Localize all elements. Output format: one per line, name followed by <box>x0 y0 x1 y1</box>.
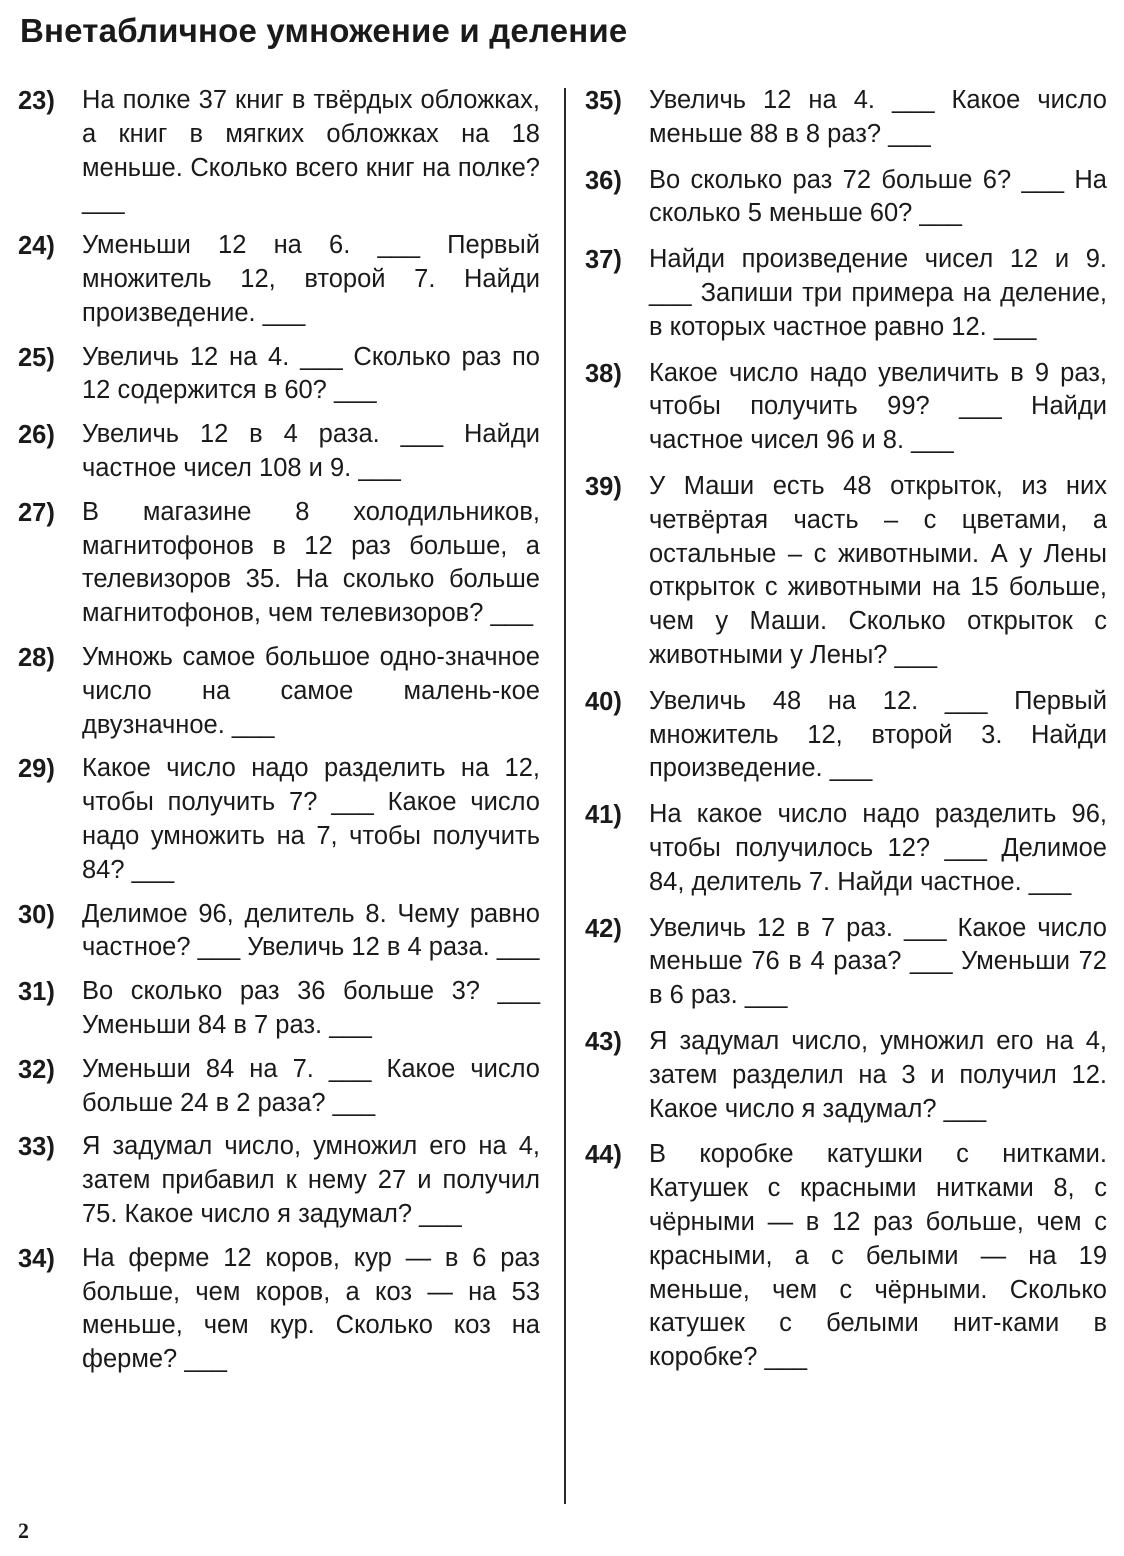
task-text: Какое число надо увеличить в 9 раз, чтобы получить 99? ___ Найди частное чисел 96 и 8. ___ <box>649 358 1107 455</box>
task-number: 30) <box>18 900 55 929</box>
task-text: Во сколько раз 36 больше 3? ___ Уменьши 84 в 7 раз. ___ <box>82 977 540 1039</box>
task-text: Я задумал число, умножил его на 4, затем разделил на 3 и получил 12. Какое число я задумал? ___ <box>649 1026 1107 1123</box>
task-number: 24) <box>18 232 55 261</box>
task-number: 32) <box>18 1055 55 1084</box>
task-28 <box>18 641 540 742</box>
task-text: На ферме 12 коров, кур — в 6 раз больше, чем коров, а коз — на 53 меньше, чем кур. Сколько коз на ферме? ___ <box>82 1243 540 1374</box>
task-41 <box>585 798 1107 899</box>
task-43 <box>585 1025 1107 1126</box>
task-number: 23) <box>18 87 55 115</box>
task-number: 36) <box>585 166 622 195</box>
page-title: Внетабличное умножение и деление <box>20 12 628 49</box>
task-text: Увеличь 12 в 7 раз. ___ Какое число меньше 76 в 4 раза? ___ Уменьши 72 в 6 раз. ___ <box>649 913 1107 1010</box>
task-31 <box>18 975 540 1043</box>
task-36 <box>585 164 1107 232</box>
task-33 <box>18 1130 540 1231</box>
task-number: 28) <box>18 643 55 672</box>
task-text: Увеличь 12 на 4. ___ Какое число меньше 88 в 8 раз? ___ <box>649 86 1107 148</box>
task-number: 41) <box>585 801 622 830</box>
task-text: У Маши есть 48 открыток, из них четвёртая часть – с цветами, а остальные – с животными. А у Лены открыток с животными на 15 больше, чем у Маши. Сколько открыток с животными у Лены? ___ <box>649 471 1107 669</box>
task-text: Какое число надо разделить на 12, чтобы получить 7? ___ Какое число надо умножить на 7, чтобы получить 84? ___ <box>82 754 540 884</box>
task-40 <box>585 685 1107 786</box>
task-number: 44) <box>585 1141 622 1170</box>
task-number: 26) <box>18 421 55 450</box>
task-text: Делимое 96, делитель 8. Чему равно частное? ___ Увеличь 12 в 4 раза. ___ <box>82 899 540 962</box>
task-text: На какое число надо разделить 96, чтобы получилось 12? ___ Делимое 84, делитель 7. Найди частное. ___ <box>649 800 1107 896</box>
task-number: 35) <box>585 87 622 115</box>
task-number: 27) <box>18 498 55 527</box>
task-number: 37) <box>585 246 622 275</box>
task-number: 42) <box>585 914 622 943</box>
page-number: 2 <box>18 1518 29 1543</box>
task-26 <box>18 418 540 486</box>
task-42 <box>585 912 1107 1013</box>
task-text: Я задумал число, умножил его на 4, затем прибавил к нему 27 и получил 75. Какое число я задумал? ___ <box>82 1132 540 1228</box>
column-divider <box>564 88 566 1504</box>
task-44 <box>585 1138 1107 1375</box>
task-number: 33) <box>18 1133 55 1162</box>
task-text: Уменьши 84 на 7. ___ Какое число больше 24 в 2 раза? ___ <box>82 1054 540 1117</box>
task-32 <box>18 1053 540 1121</box>
task-25 <box>18 341 540 409</box>
task-23 <box>18 84 540 219</box>
task-number: 34) <box>18 1244 55 1273</box>
task-29 <box>18 752 540 887</box>
task-34 <box>18 1242 540 1377</box>
left-column <box>18 84 540 1377</box>
task-37 <box>585 243 1107 344</box>
task-number: 40) <box>585 687 622 716</box>
task-number: 31) <box>18 978 55 1007</box>
right-column <box>585 84 1107 1375</box>
task-number: 38) <box>585 359 622 388</box>
task-38 <box>585 357 1107 458</box>
task-text: Увеличь 12 в 4 раза. ___ Найди частное чисел 108 и 9. ___ <box>82 420 540 482</box>
task-text: В коробке катушки с нитками. Катушек с красными нитками 8, с чёрными — в 12 раз больше, чем с красными, а с белыми — на 19 меньше, чем с чёрными. Сколько катушек с белыми нит-ками в коробке? ___ <box>649 1140 1107 1372</box>
task-39 <box>585 470 1107 673</box>
task-text: Уменьши 12 на 6. ___ Первый множитель 12, второй 7. Найди произведение. ___ <box>82 231 540 327</box>
task-text: В магазине 8 холодильников, магнитофонов в 12 раз больше, а телевизоров 35. На сколько больше магнитофонов, чем телевизоров? ___ <box>82 497 540 628</box>
task-number: 39) <box>585 472 622 501</box>
task-24 <box>18 229 540 330</box>
task-30 <box>18 898 540 966</box>
task-number: 25) <box>18 343 55 372</box>
task-text: Увеличь 12 на 4. ___ Сколько раз по 12 содержится в 60? ___ <box>82 342 540 405</box>
task-number: 29) <box>18 755 55 784</box>
task-text: Во сколько раз 72 больше 6? ___ На сколько 5 меньше 60? ___ <box>649 165 1107 228</box>
task-35 <box>585 84 1107 152</box>
task-number: 43) <box>585 1027 622 1056</box>
task-27 <box>18 496 540 631</box>
task-text: Найди произведение чисел 12 и 9. ___ Запиши три примера на деление, в которых частное равно 12. ___ <box>649 245 1107 341</box>
task-text: Умножь самое большое одно-значное число на самое малень-кое двузначное. ___ <box>82 642 540 739</box>
task-text: На полке 37 книг в твёрдых обложках, а книг в мягких обложках на 18 меньше. Сколько всего книг на полке? ___ <box>82 86 540 216</box>
task-text: Увеличь 48 на 12. ___ Первый множитель 12, второй 3. Найди произведение. ___ <box>649 686 1107 783</box>
